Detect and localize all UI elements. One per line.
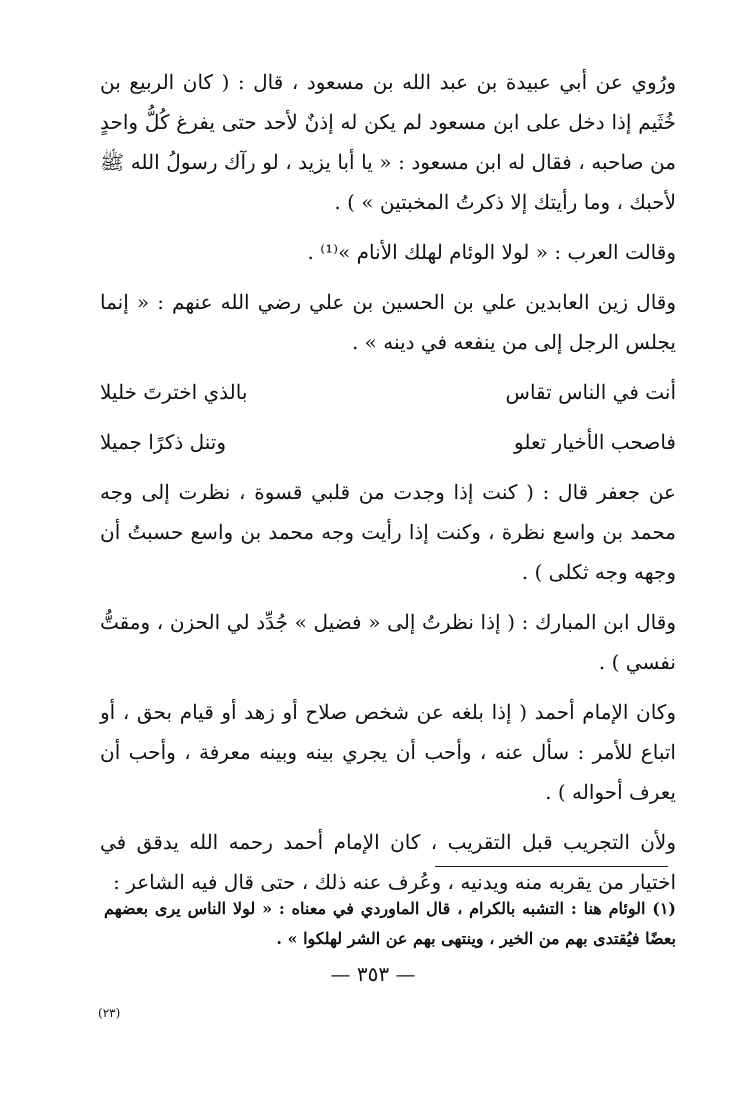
verse-line-2 [100,422,676,462]
paragraph-jafar: عن جعفر قال : ( كنت إذا وجدت من قلبي قسوة ، نظرت إلى وجه محمد بن واسع نظرة ، وكنت إذا رأيت وجه محمد بن واسع حسبتُ أن وجهه وجه ثكلى ) . [100,480,676,584]
paragraph-tajrib: ولأن التجريب قبل التقريب ، كان الإمام أحمد رحمه الله يدقق في اختيار من يقربه منه ويدنيه ، وعُرف عنه ذلك ، حتى قال فيه الشاعر : [100,830,676,894]
paragraph-rabi: ورُوي عن أبي عبيدة بن عبد الله بن مسعود ، قال : ( كان الربيع بن خُثَيم إذا دخل على ابن مسعود لم يكن له إذنٌ لأحد حتى يفرغ كُلُّ واحدٍ من صاحبه ، فقال له ابن مسعود : « يا أبا يزيد ، لو رآك رسولُ الله ﷺ لأحبك ، وما رأيتك إلا ذكرتُ المخبتين » ) . [100,70,676,214]
paragraph-arab-saying: وقالت العرب : « لولا الوئام لهلك الأنام »⁽¹⁾ . [307,240,676,264]
paragraph-zayn-alabidin: وقال زين العابدين علي بن الحسين بن علي رضي الله عنهم : « إنما يجلس الرجل إلى من ينفعه في دينه » . [100,290,676,354]
paragraph-ibn-almubarak: وقال ابن المبارك : ( إذا نظرتُ إلى « فضيل » جُدِّد لي الحزن ، ومقتُّ نفسي ) . [100,610,676,674]
verse-line-1-first-hemistich: أنت في الناس تقاس [505,380,676,404]
footnote: (١) الوئام هنا : التشبه بالكرام ، قال الماوردي في معناه : « لولا الناس يرى بعضهم بعضًا فيُقتدى بهم من الخير ، وينتهى بهم عن الشر لهلكوا » . [104,899,676,948]
page-number: — ٣٥٣ — [330,962,416,986]
verse-line-1-second-hemistich: بالذي اخترتَ خليلا [100,380,248,404]
verse-line-2-second-hemistich: وتنل ذكرًا جميلا [100,430,227,454]
main-text [100,62,676,912]
footnote-divider [435,866,668,867]
signature-mark: (٢٣) [98,1006,121,1020]
verse-line-1 [100,372,676,412]
paragraph-imam-ahmad: وكان الإمام أحمد ( إذا بلغه عن شخص صلاح أو زهد أو قيام بحق ، أو اتباع للأمر : سأل عنه ، وأحب أن يجري بينه وبينه معرفة ، وأحب أن يعرف أحواله ) . [100,700,676,804]
verse-line-2-first-hemistich: فاصحب الأخيار تعلو [514,430,676,454]
